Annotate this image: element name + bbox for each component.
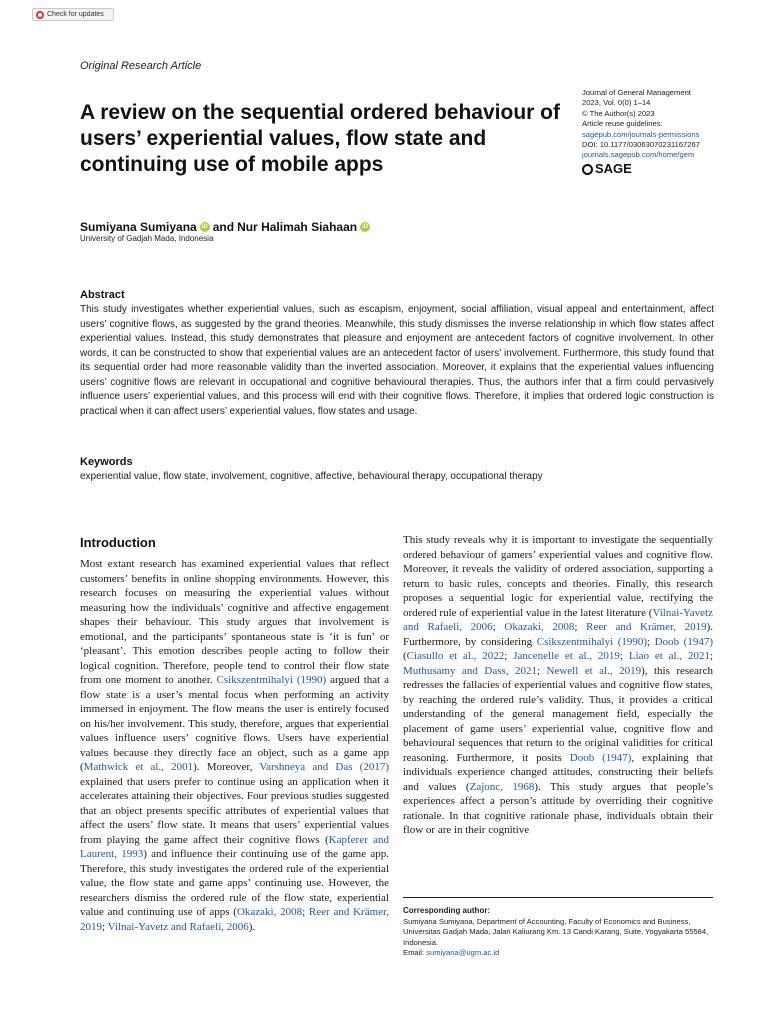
corresponding-author-block xyxy=(403,906,713,959)
badge-label: Check for updates xyxy=(47,11,104,18)
body-text: ; xyxy=(537,664,547,677)
body-text: Most extant research has examined experiential values that reflect customers’ benefits in online shopping environments. However, this research focuses on measuring the experiential values without measuring how the individuals’ cognitive and affective engagement shapes their behaviour. This study argues that involvement is emotional, and the participants’ spontaneous state is ‘it is fun’ or ‘pleasant’. This emotion describes people acting to follow their logical cognition. Therefore, people tend to control their flow state from one moment to another. xyxy=(80,558,389,686)
check-for-updates-badge[interactable] xyxy=(32,8,114,21)
citation-link[interactable]: Jancenelle et al., 2019 xyxy=(513,650,620,662)
citation-link[interactable]: Okazaki, 2008 xyxy=(236,906,303,918)
article-title: A review on the sequential ordered behaviour of users’ experiential values, flow state and continuing use of mobile apps xyxy=(80,101,560,176)
orcid-icon[interactable]: iD xyxy=(201,224,208,230)
citation-link[interactable]: Doob (1947) xyxy=(569,751,632,764)
body-text: ; xyxy=(574,621,587,633)
body-text: ), this research redresses the fallacies of experiential values and cognitive flow states, by reaching the ordered rule’s validity. Thus, it provides a critical understanding of the general management field, especially the placement of game users’ experiential value, cognitive flow and behavioural sequences that return to the original validities for critical reasoning. Furthermore, it posits xyxy=(403,664,713,764)
keywords-text: experiential value, flow state, involvement, cognitive, affective, behavioural therapy, occupational therapy xyxy=(80,471,543,482)
author-name: Nur Halimah Siahaan xyxy=(237,220,358,234)
crossmark-icon xyxy=(36,11,44,19)
journal-doi: DOI: 10.1177/03063070231167267 xyxy=(582,140,700,150)
citation-link[interactable]: Doob (1947) xyxy=(654,635,713,648)
author-list xyxy=(80,220,370,234)
citation-link[interactable]: Varshneya and Das (2017) xyxy=(259,761,389,773)
corresponding-author-email-line xyxy=(403,948,713,959)
citation-link[interactable]: Reer and Krämer, 2019 xyxy=(586,621,707,633)
journal-volume: 2023, Vol. 0(0) 1–14 xyxy=(582,98,651,108)
journal-name: Journal of General Management xyxy=(582,88,691,97)
author-affiliation: University of Gadjah Mada, Indonesia xyxy=(80,234,214,243)
email-label: Email: xyxy=(403,948,427,958)
email-link[interactable]: sumiyana@ugm.ac.id xyxy=(426,948,500,958)
body-text: ). This study argues that people’s experiences affect a person’s attitude by overriding their cognitive rationale. In that cognitive rationale phase, individuals obtain their flow or are in their cognitive xyxy=(403,780,713,836)
body-text: This study reveals why it is important to investigate the sequentially ordered behaviour of gamers’ experiential values and cognitive flow. Moreover, it reveals the validity of ordered association, supporting a return to basic rules, concepts and theories. Finally, this research proposes a sequential logic for experiential value, rectifying the ordered rule of experiential value in the latest literature ( xyxy=(403,534,713,619)
journal-home-link[interactable]: journals.sagepub.com/home/gem xyxy=(582,150,695,160)
author-name: Sumiyana Sumiyana xyxy=(80,220,197,234)
body-text: argued that a flow state is a user’s mental focus when performing an activity immersed in enjoyment. The flow means the user is entirely focused on his/her involvement. This study, therefore, argues that experiential values influence users’ cognitive flows. Users have experiential values because they directly face an object, such as a game app ( xyxy=(80,674,390,773)
abstract-text: This study investigates whether experiential values, such as escapism, enjoyment, social affiliation, visual appeal and entertainment, affect users’ cognitive flows, as suggested by the grand theories. Meanwhile, this study dismisses the inverse relationship in which flow states affect experiential values. Instead, this study demonstrates that pleasure and enjoyment are antecedent factors of cognitive involvement. In other words, it can be constructed to show that experiential values are an antecedent factor of users’ involvement. Furthermore, this study found that its sequential order had more reasonable validity than the inverted association. Moreover, it explains that the experiential values influencing users’ cognitive flows are relevant in occupational and cognitive behavioural therapies. Thus, the authors infer that a firm could pervasively influence users’ experiential values, and this process will end with their cognitive flows. Therefore, it implies that ordered logic construction is practical when it can affect users’ experiential values, flow states and usage. xyxy=(80,304,714,417)
journal-info xyxy=(582,88,742,175)
citation-link[interactable]: Okazaki, 2008 xyxy=(504,621,575,633)
keywords-heading: Keywords xyxy=(80,456,133,468)
article-type: Original Research Article xyxy=(80,60,202,72)
sage-logo-icon xyxy=(582,164,593,175)
orcid-icon[interactable]: iD xyxy=(362,224,369,230)
citation-link[interactable]: Csikszentmihalyi (1990) xyxy=(216,674,327,686)
body-text: ; xyxy=(647,635,655,648)
body-text: ; xyxy=(302,906,309,918)
body-text: ) and influence their continuing use of the game app. Therefore, this study investigates the ordered rule of the experiential value, the flow state and game apps’ continuing use. However, the researchers dismiss the ordered rule of the flow state, experiential value and continuing use of apps ( xyxy=(80,848,389,918)
introduction-paragraph-right xyxy=(403,533,713,838)
corresponding-author-heading: Corresponding author: xyxy=(403,906,491,915)
citation-link[interactable]: Zajonc, 1968 xyxy=(469,780,535,793)
citation-link[interactable]: Csikszentmihalyi (1990) xyxy=(536,635,648,648)
journal-copyright: © The Author(s) 2023 xyxy=(582,108,655,118)
body-text: ). Furthermore, by considering xyxy=(403,621,713,648)
citation-link[interactable]: Vilnai-Yavetz and Rafaeli, 2006 xyxy=(107,920,249,933)
publisher-name: SAGE xyxy=(595,161,632,177)
citation-link[interactable]: Vilnai-Yavetz and Rafaeli, 2006 xyxy=(403,606,713,633)
permissions-link[interactable]: sagepub.com/journals-permissions xyxy=(582,129,700,139)
body-text: , explaining that individuals experience changed attitudes, constructing their beliefs and values ( xyxy=(403,751,713,793)
body-text: ). xyxy=(248,920,256,933)
citation-link[interactable]: Newell et al., 2019 xyxy=(546,664,642,677)
body-text: ; xyxy=(709,650,714,662)
body-text: ; xyxy=(504,650,514,662)
citation-link[interactable]: Mathwick et al., 2001 xyxy=(83,761,194,773)
corresponding-author-address: Sumiyana Sumiyana, Department of Accounting, Faculty of Economics and Business, Universitas Gadjah Mada, Jalan Kaliurang Km. 13 Candi Karang, Suite, Yogyakarta 55584, Indonesia. xyxy=(403,916,709,947)
publisher-logo xyxy=(582,161,742,177)
body-text: explained that users prefer to continue using an application when it accelerates attaining their objectives. Four previous studies suggested that an object presents specific attributes of experiential values that affect the users’ flow state. It means that users’ experiential values from playing the game affect their cognitive flows ( xyxy=(80,775,389,846)
journal-reuse: Article reuse guidelines: xyxy=(582,119,663,129)
body-text: ). Moreover, xyxy=(193,761,260,773)
body-text: ( xyxy=(403,650,407,662)
body-text: ; xyxy=(492,621,505,633)
abstract-heading: Abstract xyxy=(80,289,125,301)
citation-link[interactable]: Liao et al., 2021 xyxy=(628,650,710,662)
section-heading-introduction: Introduction xyxy=(80,535,156,550)
body-text: ; xyxy=(102,920,108,933)
citation-link[interactable]: Muthusamy and Dass, 2021 xyxy=(403,664,537,677)
footnote-divider xyxy=(403,897,713,898)
body-text: ; xyxy=(619,650,629,662)
citation-link[interactable]: Kapferer and Laurent, 1993 xyxy=(80,833,389,860)
citation-link[interactable]: Ciasullo et al., 2022 xyxy=(406,650,505,662)
author-connector: and xyxy=(212,220,235,234)
introduction-paragraph-left xyxy=(80,557,389,934)
citation-link[interactable]: Reer and Krämer, 2019 xyxy=(80,906,389,933)
